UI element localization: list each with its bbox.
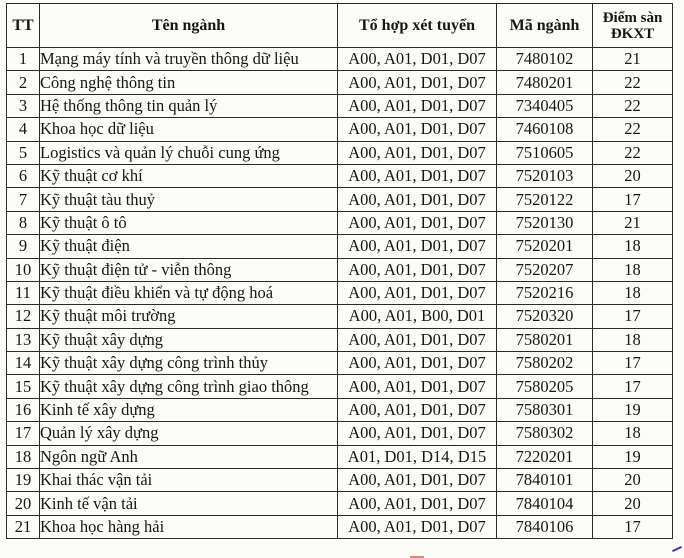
major-name: Kinh tế xây dựng (40, 398, 338, 421)
row-number: 18 (7, 445, 40, 468)
subject-combination: A00, A01, D01, D07 (338, 352, 497, 375)
table-row (7, 164, 673, 187)
major-code: 7580301 (497, 398, 593, 421)
minimum-score: 20 (593, 469, 673, 492)
subject-combination: A00, A01, D01, D07 (338, 71, 497, 94)
row-number: 17 (7, 422, 40, 445)
minimum-score: 18 (593, 235, 673, 258)
subject-combination: A00, A01, D01, D07 (338, 469, 497, 492)
major-name: Khai thác vận tải (40, 469, 338, 492)
subject-combination: A00, A01, D01, D07 (338, 492, 497, 515)
minimum-score: 20 (593, 492, 673, 515)
admissions-table (6, 3, 673, 539)
table-row (7, 398, 673, 421)
subject-combination: A00, A01, D01, D07 (338, 328, 497, 351)
row-number: 12 (7, 305, 40, 328)
major-name: Hệ thống thông tin quản lý (40, 94, 338, 117)
minimum-score: 17 (593, 352, 673, 375)
minimum-score: 22 (593, 94, 673, 117)
subject-combination: A00, A01, D01, D07 (338, 211, 497, 234)
major-code: 7520201 (497, 235, 593, 258)
subject-combination: A00, A01, D01, D07 (338, 48, 497, 71)
row-number: 16 (7, 398, 40, 421)
major-code: 7520216 (497, 281, 593, 304)
subject-combination: A01, D01, D14, D15 (338, 445, 497, 468)
subject-combination: A00, A01, D01, D07 (338, 281, 497, 304)
major-name: Kỹ thuật cơ khí (40, 164, 338, 187)
row-number: 4 (7, 118, 40, 141)
major-name: Kỹ thuật điện tử - viễn thông (40, 258, 338, 281)
major-name: Kỹ thuật tàu thuỷ (40, 188, 338, 211)
row-number: 9 (7, 235, 40, 258)
major-code: 7520130 (497, 211, 593, 234)
subject-combination: A00, A01, D01, D07 (338, 164, 497, 187)
table-row (7, 235, 673, 258)
minimum-score: 18 (593, 328, 673, 351)
major-name: Mạng máy tính và truyền thông dữ liệu (40, 48, 338, 71)
table-row (7, 445, 673, 468)
row-number: 11 (7, 281, 40, 304)
row-number: 19 (7, 469, 40, 492)
major-code: 7460108 (497, 118, 593, 141)
table-body (7, 48, 673, 539)
major-name: Công nghệ thông tin (40, 71, 338, 94)
major-code: 7840104 (497, 492, 593, 515)
major-name: Kỹ thuật điều khiển và tự động hoá (40, 281, 338, 304)
subject-combination: A00, A01, D01, D07 (338, 94, 497, 117)
major-code: 7580302 (497, 422, 593, 445)
minimum-score: 18 (593, 258, 673, 281)
row-number: 20 (7, 492, 40, 515)
major-code: 7340405 (497, 94, 593, 117)
subject-combination: A00, A01, D01, D07 (338, 258, 497, 281)
minimum-score: 19 (593, 445, 673, 468)
table-row (7, 492, 673, 515)
table-row (7, 515, 673, 538)
minimum-score: 18 (593, 281, 673, 304)
major-name: Kỹ thuật xây dựng (40, 328, 338, 351)
major-name: Kỹ thuật điện (40, 235, 338, 258)
major-code: 7580201 (497, 328, 593, 351)
row-number: 15 (7, 375, 40, 398)
table-row (7, 328, 673, 351)
major-name: Ngôn ngữ Anh (40, 445, 338, 468)
major-name: Khoa học dữ liệu (40, 118, 338, 141)
row-number: 14 (7, 352, 40, 375)
major-name: Kinh tế vận tải (40, 492, 338, 515)
major-code: 7520103 (497, 164, 593, 187)
subject-combination: A00, A01, D01, D07 (338, 188, 497, 211)
header-score-line2: ĐKXT (610, 25, 655, 42)
major-name: Khoa học hàng hải (40, 515, 338, 538)
table-row (7, 375, 673, 398)
table-row (7, 71, 673, 94)
minimum-score: 21 (593, 48, 673, 71)
subject-combination: A00, A01, D01, D07 (338, 118, 497, 141)
header-code: Mã ngành (497, 4, 593, 48)
row-number: 7 (7, 188, 40, 211)
major-name: Kỹ thuật xây dựng công trình thủy (40, 352, 338, 375)
table-row (7, 118, 673, 141)
table-row (7, 258, 673, 281)
row-number: 21 (7, 515, 40, 538)
major-name: Logistics và quản lý chuỗi cung ứng (40, 141, 338, 164)
major-code: 7520122 (497, 188, 593, 211)
table-row (7, 48, 673, 71)
major-code: 7840101 (497, 469, 593, 492)
major-code: 7480201 (497, 71, 593, 94)
table-row (7, 188, 673, 211)
minimum-score: 20 (593, 164, 673, 187)
header-row (7, 4, 673, 48)
row-number: 13 (7, 328, 40, 351)
major-name: Kỹ thuật ô tô (40, 211, 338, 234)
minimum-score: 18 (593, 422, 673, 445)
minimum-score: 21 (593, 211, 673, 234)
table-row (7, 422, 673, 445)
subject-combination: A00, A01, D01, D07 (338, 422, 497, 445)
major-name: Quản lý xây dựng (40, 422, 338, 445)
major-code: 7520207 (497, 258, 593, 281)
header-name: Tên ngành (40, 4, 338, 48)
subject-combination: A00, A01, D01, D07 (338, 375, 497, 398)
row-number: 1 (7, 48, 40, 71)
table-row (7, 141, 673, 164)
major-code: 7520320 (497, 305, 593, 328)
table-row (7, 352, 673, 375)
table-row (7, 94, 673, 117)
header-tt: TT (7, 4, 40, 48)
subject-combination: A00, A01, D01, D07 (338, 515, 497, 538)
minimum-score: 19 (593, 398, 673, 421)
subject-combination: A00, A01, D01, D07 (338, 398, 497, 421)
major-code: 7510605 (497, 141, 593, 164)
subject-combination: A00, A01, B00, D01 (338, 305, 497, 328)
minimum-score: 17 (593, 305, 673, 328)
table-row (7, 211, 673, 234)
subject-combination: A00, A01, D01, D07 (338, 235, 497, 258)
major-code: 7580202 (497, 352, 593, 375)
major-code: 7220201 (497, 445, 593, 468)
minimum-score: 22 (593, 118, 673, 141)
major-code: 7840106 (497, 515, 593, 538)
major-name: Kỹ thuật xây dựng công trình giao thông (40, 375, 338, 398)
row-number: 3 (7, 94, 40, 117)
minimum-score: 22 (593, 141, 673, 164)
major-code: 7580205 (497, 375, 593, 398)
row-number: 10 (7, 258, 40, 281)
row-number: 8 (7, 211, 40, 234)
subject-combination: A00, A01, D01, D07 (338, 141, 497, 164)
row-number: 6 (7, 164, 40, 187)
minimum-score: 17 (593, 375, 673, 398)
table-row (7, 469, 673, 492)
table-row (7, 305, 673, 328)
row-number: 5 (7, 141, 40, 164)
table-row (7, 281, 673, 304)
header-score-line1: Điểm sàn (602, 9, 663, 26)
pen-mark (672, 546, 682, 552)
header-combo: Tổ hợp xét tuyển (338, 4, 497, 48)
row-number: 2 (7, 71, 40, 94)
table-header (7, 4, 673, 48)
minimum-score: 17 (593, 515, 673, 538)
minimum-score: 17 (593, 188, 673, 211)
major-code: 7480102 (497, 48, 593, 71)
major-name: Kỹ thuật môi trường (40, 305, 338, 328)
minimum-score: 22 (593, 71, 673, 94)
header-score (593, 4, 673, 48)
